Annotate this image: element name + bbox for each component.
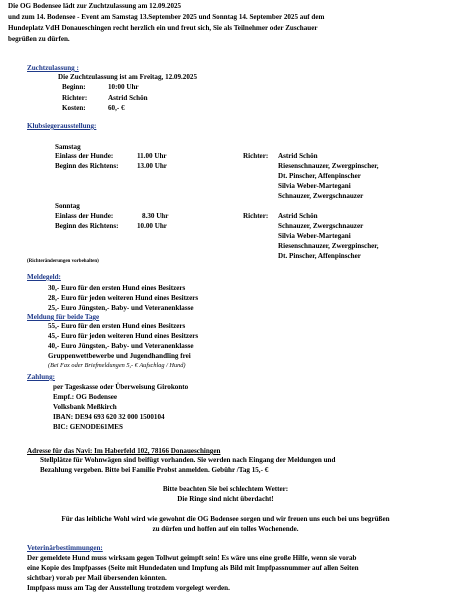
zucht-beginn-label: Beginn: [62, 83, 86, 91]
navi-line-2: Bezahlung vergeben. Bitte bei Familie Probst anmelden. Gebühr /Tag 15,- € [40, 466, 269, 474]
melde-single-3: 25,- Euro Jüngsten,- Baby- und Veteranenklasse [48, 304, 194, 312]
sonntag-beginn-label: Beginn des Richtens: [55, 222, 119, 230]
zahlung-iban: IBAN: DE94 693 620 32 000 1500104 [53, 413, 165, 421]
samstag-breed-4: Schnauzer, Zwergschnauzer [278, 192, 364, 200]
sonntag-breed-2: Silvia Weber-Martegani [278, 232, 351, 240]
melde-both-2: 45,- Euro für jeden weiteren Hund eines Besitzers [48, 332, 199, 340]
samstag-richter-label: Richter: [243, 152, 269, 160]
sonntag-beginn-value: 10.00 Uhr [137, 222, 167, 230]
sonntag-einlass-value: 8.30 Uhr [142, 212, 169, 220]
melde-single-1: 30,- Euro für den ersten Hund eines Besitzers [48, 284, 186, 292]
richter-note: (Richteränderungen vorbehalten) [27, 259, 99, 264]
vet-line-3: sichtbar) vorab per Mail übersenden könnten. [27, 574, 167, 582]
samstag-breed-3: Silvia Weber-Martegani [278, 182, 351, 190]
intro-line-1: Die OG Bodensee lädt zur Zuchtzulassung am 12.09.2025 [8, 2, 182, 10]
melde-both-heading: Meldung für beide Tage [27, 313, 100, 321]
intro-line-3: Hundeplatz VdH Donaueschingen recht herzlich ein und freut sich, Sie als Teilnehmer oder Zuschauer [8, 24, 318, 32]
sonntag-breed-4: Dt. Pinscher, Affenpinscher [278, 252, 361, 260]
zucht-kosten-value: 60,- € [108, 104, 125, 112]
sonntag-breed-3: Riesenschnauzer, Zwergpinscher, [278, 242, 379, 250]
sonntag-breed-1: Schnauzer, Zwergschnauzer [278, 222, 364, 230]
fax-note: (Bei Fax oder Briefmeldungen 5,- € Aufschlag / Hund) [48, 362, 186, 369]
samstag-richter-name: Astrid Schön [278, 152, 318, 160]
sonntag-einlass-label: Einlass der Hunde: [55, 212, 114, 220]
samstag-breed-2: Dt. Pinscher, Affenpinscher [278, 172, 361, 180]
zahlung-heading: Zahlung: [27, 373, 55, 381]
klub-heading: Klubsiegerausstellung: [27, 122, 97, 130]
zucht-beginn-value: 10:00 Uhr [108, 83, 139, 91]
intro-line-2: und zum 14. Bodensee - Event am Samstag 13.September 2025 und Sonntag 14. September 2025 auf dem [8, 13, 325, 21]
melde-both-3: 40,- Euro Jüngsten,- Baby- und Veteranenklasse [48, 342, 194, 350]
navi-address: Adresse für das Navi: Im Haberfeld 102, 78166 Donaueschingen [27, 447, 221, 455]
intro-line-4: begrüßen zu dürfen. [8, 35, 70, 43]
zucht-line: Die Zuchtzulassung ist am Freitag, 12.09.2025 [58, 73, 197, 81]
sonntag-richter-label: Richter: [243, 212, 269, 220]
sonntag-richter-name: Astrid Schön [278, 212, 318, 220]
zahlung-line-1: per Tageskasse oder Überweisung Girokonto [53, 383, 189, 391]
samstag-beginn-value: 13.00 Uhr [137, 162, 167, 170]
samstag-beginn-label: Beginn des Richtens: [55, 162, 119, 170]
vet-line-1: Der gemeldete Hund muss wirksam gegen Tollwut geimpft sein! Es wäre uns eine große Hilfe, wenn sie vorab [27, 554, 357, 562]
zucht-richter-label: Richter: [62, 94, 88, 102]
melde-group: Gruppenwettbewerbe und Jugendhandling frei [48, 352, 191, 360]
samstag-einlass-value: 11.00 Uhr [137, 152, 167, 160]
vet-line-2: eine Kopie des Impfpasses (Seite mit Hundedaten und Impfung als Bild mit Impfpassnummer auf allen Seiten [27, 564, 359, 572]
melde-single-2: 28,- Euro für jeden weiteren Hund eines Besitzers [48, 294, 199, 302]
melde-heading: Meldegeld: [27, 273, 61, 281]
wohl-line-1: Für das leibliche Wohl wird wie gewohnt die OG Bodensee sorgen und wir freuen uns euch bei uns begrüßen [61, 515, 390, 523]
zahlung-line-3: Volksbank Meßkirch [53, 403, 117, 411]
zahlung-bic: BIC: GENODE61MES [53, 423, 123, 431]
weather-line-2: Die Ringe sind nicht überdacht! [177, 495, 274, 503]
melde-both-1: 55,- Euro für den ersten Hund eines Besitzers [48, 322, 186, 330]
wohl-line-2: zu dürfen und hoffen auf ein tolles Wochenende. [152, 525, 299, 533]
vet-line-4: Impfpass muss am Tag der Ausstellung trotzdem vorgelegt werden. [27, 584, 230, 592]
samstag-einlass-label: Einlass der Hunde: [55, 152, 114, 160]
weather-line-1: Bitte beachten Sie bei schlechtem Wetter: [162, 485, 289, 493]
vet-heading: Veterinärbestimmungen: [27, 544, 103, 552]
samstag-day: Samstag [55, 143, 81, 151]
sonntag-day: Sonntag [55, 202, 80, 210]
navi-line-1: Stellplätze für Wohnwägen sind beifügt vorhanden. Sie werden nach Eingang der Meldungen und [40, 456, 336, 464]
zucht-heading: Zuchtzulassung : [27, 64, 79, 72]
zucht-richter-value: Astrid Schön [108, 94, 148, 102]
zahlung-line-2: Empf.: OG Bodensee [53, 393, 118, 401]
samstag-breed-1: Riesenschnauzer, Zwergpinscher, [278, 162, 379, 170]
zucht-kosten-label: Kosten: [62, 104, 86, 112]
